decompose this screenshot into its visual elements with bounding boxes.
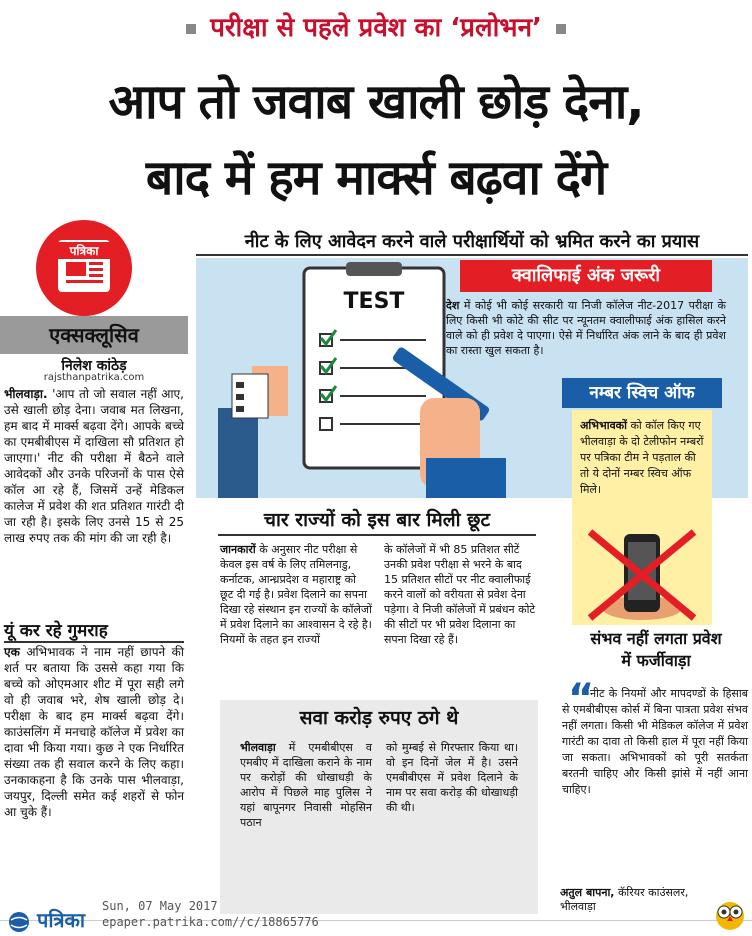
patrika-logo-icon <box>36 220 132 316</box>
logo-text: पत्रिका <box>58 242 110 259</box>
footer-meta <box>102 898 319 930</box>
section-divider <box>218 534 536 536</box>
crore-col-2: को मुम्बई से गिरफ्तार किया था। वो इन दिनों जेल में है। उसने एमबीबीएस में प्रवेश दिलाने के नाम पर सवा करोड़ की धोखाधड़ी की थी। <box>386 741 518 814</box>
newspaper-icon <box>58 240 110 292</box>
section-lead-word: एक <box>4 645 20 659</box>
crore-lead: भीलवाड़ा <box>240 741 276 754</box>
four-states-col1-text: के अनुसार नीट परीक्षा से केवल इस वर्ष के लिए तमिलनाडु, कर्नाटक, आन्ध्रप्रदेश व महाराष्ट्र को छूट दी गई है। प्रवेश दिलाने का सपना दिखा रहे संस्थान इन राज्यों के कॉलेजों में प्रवेश दिलाने का आश्वासन दे रहे है। नियमों के तहत इन राज्यों <box>220 543 372 646</box>
footer-logo <box>8 906 85 933</box>
bullet-square-icon <box>186 24 196 34</box>
globe-icon <box>8 911 30 933</box>
footer-url[interactable]: epaper.patrika.com//c/18865776 <box>102 915 319 929</box>
four-states-lead: जानकारों <box>220 543 256 556</box>
expert-quote: नीट के नियमों और मापदण्डों के हिसाब से एमबीबीएस कोर्स में बिना पात्रता प्रवेश संभव नहीं लगता। किसी भी मेडिकल कॉलेज में प्रवेश गारंटी का दावा तो किसी हाल में पूरा नहीं किया जा सकता। अभिभावकों को पूरी सतर्कता बरतनी चाहिए और किसी झांसे में नहीं आना चाहिए। <box>562 687 748 796</box>
headline-line-2: बाद में हम मार्क्स बढ़वा देंगे <box>145 150 607 206</box>
four-states-col-2: के कॉलेजों में भी 85 प्रतिशत सीटें उनकी प्रवेश परीक्षा से भरने के बाद 15 प्रतिशत सीटों पर नीट क्वालीफाई करने वालों को वरीयता से प्रवेश देना पड़ेगा। वे निजी कॉलेजों में प्रबंधन कोटे की सीटों पर भी प्रवेश दिलाना का सपना दिखा रहे हैं। <box>384 543 535 646</box>
expert-role: कॅरियर काउंसलर, <box>617 886 689 899</box>
expert-head-line-2: में फर्जीवाड़ा <box>621 651 691 670</box>
kicker-line <box>0 8 752 44</box>
qualify-lead-word: देश <box>446 299 460 312</box>
headline-line-1: आप तो जवाब खाली छोड़ देना, <box>108 74 644 130</box>
quote-icon: “ <box>568 676 595 722</box>
left-section-paragraph <box>4 644 184 820</box>
subheadline: नीट के लिए आवेदन करने वाले परीक्षार्थियों को भ्रमित करने का प्रयास <box>196 228 748 256</box>
crore-head: सवा करोड़ रुपए ठगे थे <box>299 707 459 729</box>
four-states-col-1 <box>220 542 372 647</box>
left-lead-paragraph <box>4 386 184 546</box>
bullet-square-icon <box>556 24 566 34</box>
expert-head <box>560 628 752 672</box>
qualify-body: में कोई भी कोई सरकारी या निजी कॉलेज नीट-2017 परीक्षा के लिए किसी भी कोटे की सीट पर न्यूनतम क्वालीफाई अंक हासिल करने वाले को ही प्रवेश दे पाएगा। ऐसे में निर्धारित अंक लाने के बाद ही प्रवेश का रास्ता खुल सकता है। <box>446 299 726 357</box>
phone-crossed-icon <box>584 528 700 622</box>
kicker-text: परीक्षा से पहले प्रवेश का ‘प्रलोभन’ <box>210 13 542 43</box>
owl-mascot-icon <box>712 896 748 932</box>
left-section-head: यूं कर रहे गुमराह <box>4 618 184 643</box>
reporter-name: निलेश कांठेड़ <box>61 358 127 374</box>
qualify-paragraph <box>446 298 726 358</box>
site-url: rajsthanpatrika.com <box>43 372 145 383</box>
crore-col-1 <box>240 740 372 830</box>
section-body-text: अभिभावक ने नाम नहीं छापने की शर्त पर बताया कि उससे कहा गया कि बच्चे को ओएमआर शीट में पूरा सही लगे वो ही जवाब भरे, शेष खाली छोड़ दे। परीक्षा के बाद हम मार्क्स बढ़वा देंगे। काउंसलिंग में मनचाहे कॉलेज में प्रवेश का दावा भी किया गया। कुछ ने एक निर्धारित संख्या तक ही सवाल करने के लिए कहा। उनकाकहना है कि उनके पास भीलवाड़ा, जयपुर, दिल्ली समेत कई शहरों से फोन आ चुके हैं। <box>4 645 184 819</box>
lead-place: भीलवाड़ा. <box>4 387 48 401</box>
exclusive-tag: एक्सक्लूसिव <box>0 316 188 354</box>
lead-text: 'आप तो जो सवाल नहीं आए, उसे खाली छोड़ देना। जवाब मत लिखना, हम बाद में मार्क्स बढ़वा देंगे। आपके बच्चे का एमबीबीएस में दाखिला सौ प्रतिशत हो जाएगा।' नीट की परीक्षा में बैठने वाले आवेदकों और उनके परिजनों के पास ऐसे कॉल आ रहे हैं, जिसमें उन्हें मेडिकल कालेज में प्रवेश की शत प्रतिशत गारंटी दी जा रही है। इसके लिए उनसे 15 से 25 लाख रुपए तक की मांग की जा रही है। <box>4 387 184 545</box>
switch-off-paragraph <box>580 418 706 498</box>
switch-off-banner: नम्बर स्विच ऑफ <box>562 378 722 408</box>
footer-date: Sun, 07 May 2017 <box>102 899 218 913</box>
four-states-head: चार राज्यों को इस बार मिली छूट <box>263 509 491 531</box>
test-sign-text: TEST <box>343 289 405 314</box>
switch-off-body: को कॉल किए गए भीलवाड़ा के दो टेलीफोन नम्बरों पर पत्रिका टीम ने पड़ताल की तो ये दोनों नम्बर स्विच ऑफ मिले। <box>580 419 704 496</box>
expert-name: अतुल बापना, <box>560 886 615 899</box>
footer-logo-text: पत्रिका <box>36 908 86 932</box>
switch-off-lead: अभिभावकों <box>580 419 627 432</box>
expert-head-line-1: संभव नहीं लगता प्रवेश <box>590 629 722 648</box>
qualify-banner: क्वालिफाई अंक जरूरी <box>460 260 712 292</box>
crore-col1-text: में एमबीबीएस व एमबीए में दाखिला कराने के नाम पर करोड़ों की धोखाधड़ी के आरोप में पिछले माह पुलिस ने यहां बापूनगर निवासी मोहसिन पठान <box>240 741 372 829</box>
expert-place: भीलवाड़ा <box>560 900 596 913</box>
